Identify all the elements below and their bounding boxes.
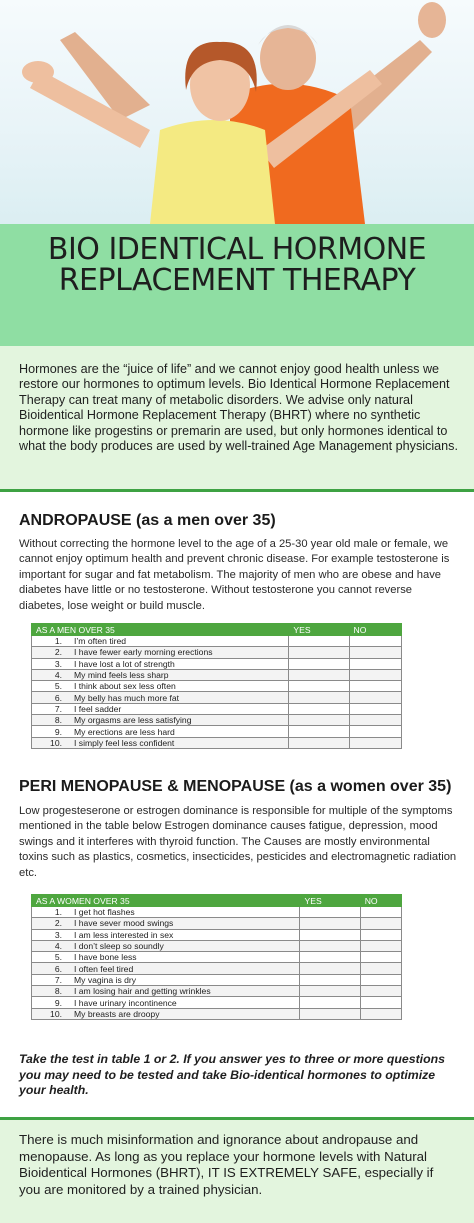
no-answer-cell[interactable] — [360, 952, 401, 963]
row-number: 7. — [54, 703, 62, 714]
no-answer-cell[interactable] — [349, 658, 401, 669]
symptom-cell — [32, 658, 289, 669]
no-answer-cell[interactable] — [360, 986, 401, 997]
symptom-cell — [32, 715, 289, 726]
yes-answer-cell[interactable] — [289, 703, 349, 714]
row-number: 6. — [54, 963, 62, 974]
no-answer-cell[interactable] — [349, 726, 401, 737]
title-band — [0, 224, 474, 346]
table-row — [32, 986, 402, 997]
symptom-cell — [32, 737, 289, 748]
table-row — [32, 658, 402, 669]
row-number: 8. — [54, 715, 62, 726]
women-table-header: AS A WOMEN OVER 35 — [32, 895, 300, 907]
table-row — [32, 703, 402, 714]
symptom-text: My belly has much more fat — [74, 692, 180, 703]
no-answer-cell[interactable] — [349, 692, 401, 703]
row-number: 1. — [54, 636, 62, 647]
intro-text: Hormones are the “juice of life” and we cannot enjoy good health unless we restore our hormones to optimum levels. Bio Identical Hormone Replacement Therapy can treat many of metabolic disorders. We advise only natural Bioidentical Hormone Replacement Therapy (BHRT) where no synthetic hormone like progestins or premarin are used, but only hormones identical to what the body produces are used by well-trained Age Management physicians. — [19, 362, 458, 454]
yes-answer-cell[interactable] — [300, 907, 360, 918]
men-table-header: AS A MEN OVER 35 — [32, 624, 289, 636]
no-answer-cell[interactable] — [349, 669, 401, 680]
andropause-heading: ANDROPAUSE (as a men over 35) — [19, 512, 276, 529]
row-number: 7. — [54, 974, 62, 985]
symptom-cell — [32, 681, 289, 692]
symptom-text: I feel sadder — [74, 703, 122, 714]
symptom-cell — [32, 669, 289, 680]
test-instructions: Take the test in table 1 or 2. If you answer yes to three or more questions you may need to be tested and take Bio-identical hormones to optimize your health. — [19, 1052, 445, 1098]
intro-section — [0, 346, 474, 492]
symptom-cell — [32, 929, 300, 940]
yes-answer-cell[interactable] — [300, 940, 360, 951]
row-number: 2. — [54, 647, 62, 658]
women-no-header: NO — [360, 895, 401, 907]
yes-answer-cell[interactable] — [289, 737, 349, 748]
table-row — [32, 963, 402, 974]
symptom-cell — [32, 986, 300, 997]
menopause-text: Low progesteserone or estrogen dominance is responsible for multiple of the symptoms mentioned in the table below Estrogen dominance causes fatigue, depression, mood swings and it interferes with thyroid function. The Causes are mostly environmental toxins such as plastics, cosmetics, insecticides, pesticides and electromagnetic radiation etc. — [19, 805, 457, 879]
table-row — [32, 907, 402, 918]
symptom-text: My erections are less hard — [74, 726, 175, 737]
symptom-cell — [32, 963, 300, 974]
symptom-cell — [32, 907, 300, 918]
hero-photo — [0, 0, 474, 224]
no-answer-cell[interactable] — [360, 974, 401, 985]
symptom-text: I have urinary incontinence — [74, 997, 177, 1008]
row-number: 3. — [54, 658, 62, 669]
yes-answer-cell[interactable] — [300, 986, 360, 997]
symptom-cell — [32, 636, 289, 647]
row-number: 5. — [54, 681, 62, 692]
symptom-cell — [32, 726, 289, 737]
yes-answer-cell[interactable] — [289, 658, 349, 669]
row-number: 10. — [50, 737, 62, 748]
symptom-cell — [32, 952, 300, 963]
row-number: 5. — [54, 952, 62, 963]
table-row — [32, 940, 402, 951]
menopause-heading: PERI MENOPAUSE & MENOPAUSE (as a women over 35) — [19, 778, 452, 795]
table-row — [32, 929, 402, 940]
symptom-cell — [32, 997, 300, 1008]
symptom-text: I have sever mood swings — [74, 918, 174, 929]
no-answer-cell[interactable] — [360, 1008, 401, 1019]
symptom-text: I am losing hair and getting wrinkles — [74, 986, 211, 997]
closing-section — [0, 1117, 474, 1223]
no-answer-cell[interactable] — [360, 918, 401, 929]
row-number: 8. — [54, 986, 62, 997]
symptom-text: I have fewer early morning erections — [74, 647, 213, 658]
symptom-cell — [32, 1008, 300, 1019]
yes-answer-cell[interactable] — [289, 669, 349, 680]
row-number: 2. — [54, 918, 62, 929]
page-title: BIO IDENTICAL HORMONE REPLACEMENT THERAPY — [47, 232, 427, 298]
symptom-cell — [32, 918, 300, 929]
symptom-text: I get hot flashes — [74, 907, 135, 918]
table-row — [32, 1008, 402, 1019]
table-row — [32, 726, 402, 737]
no-answer-cell[interactable] — [349, 647, 401, 658]
row-number: 4. — [54, 670, 62, 681]
symptom-text: I have lost a lot of strength — [74, 658, 175, 669]
table-row — [32, 681, 402, 692]
row-number: 9. — [54, 726, 62, 737]
yes-answer-cell[interactable] — [300, 963, 360, 974]
table-row — [32, 669, 402, 680]
table-row — [32, 715, 402, 726]
table-row — [32, 692, 402, 703]
andropause-text: Without correcting the hormone level to the age of a 25-30 year old male or female, we cannot enjoy optimum health and prevent chronic disease. For example testosterone is important for sugar and fat metabolism. The majority of men who are obese and have diabetes have little or no testosterone. Without testosterone you cannot reverse diabetes, lose weight or build muscle. — [19, 538, 450, 612]
table-row — [32, 974, 402, 985]
men-symptom-table — [31, 623, 402, 749]
yes-answer-cell[interactable] — [300, 1008, 360, 1019]
yes-answer-cell[interactable] — [289, 726, 349, 737]
symptom-text: I don’t sleep so soundly — [74, 941, 164, 952]
row-number: 9. — [54, 997, 62, 1008]
no-answer-cell[interactable] — [349, 737, 401, 748]
symptom-text: My mind feels less sharp — [74, 670, 169, 681]
yes-answer-cell[interactable] — [300, 997, 360, 1008]
table-row — [32, 636, 402, 647]
yes-answer-cell[interactable] — [300, 929, 360, 940]
row-number: 3. — [54, 929, 62, 940]
yes-answer-cell[interactable] — [289, 636, 349, 647]
symptom-cell — [32, 692, 289, 703]
row-number: 10. — [50, 1008, 62, 1019]
women-yes-header: YES — [300, 895, 360, 907]
symptom-text: I’m often tired — [74, 636, 127, 647]
table-row — [32, 952, 402, 963]
symptom-cell — [32, 647, 289, 658]
women-symptom-table — [31, 894, 402, 1020]
symptom-text: My orgasms are less satisfying — [74, 715, 192, 726]
table-row — [32, 737, 402, 748]
row-number: 4. — [54, 941, 62, 952]
symptom-text: I am less interested in sex — [74, 929, 174, 940]
symptom-text: I simply feel less confident — [74, 737, 175, 748]
symptom-cell — [32, 974, 300, 985]
no-answer-cell[interactable] — [360, 997, 401, 1008]
yes-answer-cell[interactable] — [289, 647, 349, 658]
symptom-cell — [32, 940, 300, 951]
yes-answer-cell[interactable] — [300, 952, 360, 963]
no-answer-cell[interactable] — [360, 940, 401, 951]
yes-answer-cell[interactable] — [300, 974, 360, 985]
men-no-header: NO — [349, 624, 401, 636]
yes-answer-cell[interactable] — [289, 715, 349, 726]
yes-answer-cell[interactable] — [289, 692, 349, 703]
symptom-text: My breasts are droopy — [74, 1008, 160, 1019]
couple-photo-illustration — [0, 0, 474, 224]
table-row — [32, 918, 402, 929]
no-answer-cell[interactable] — [360, 929, 401, 940]
symptom-text: I have bone less — [74, 952, 137, 963]
row-number: 6. — [54, 692, 62, 703]
symptom-cell — [32, 703, 289, 714]
row-number: 1. — [54, 907, 62, 918]
yes-answer-cell[interactable] — [300, 918, 360, 929]
table-row — [32, 647, 402, 658]
no-answer-cell[interactable] — [349, 636, 401, 647]
no-answer-cell[interactable] — [360, 963, 401, 974]
men-yes-header: YES — [289, 624, 349, 636]
closing-text: There is much misinformation and ignorance about andropause and menopause. As long as you replace your hormone levels with Natural Bioidentical Hormones (BHRT), IT IS EXTREMELY SAFE, especially if you are monitored by a trained physician. — [19, 1132, 434, 1197]
no-answer-cell[interactable] — [349, 681, 401, 692]
no-answer-cell[interactable] — [349, 703, 401, 714]
symptom-text: I often feel tired — [74, 963, 134, 974]
yes-answer-cell[interactable] — [289, 681, 349, 692]
symptom-text: I think about sex less often — [74, 681, 176, 692]
symptom-text: My vagina is dry — [74, 974, 137, 985]
no-answer-cell[interactable] — [360, 907, 401, 918]
no-answer-cell[interactable] — [349, 715, 401, 726]
table-row — [32, 997, 402, 1008]
